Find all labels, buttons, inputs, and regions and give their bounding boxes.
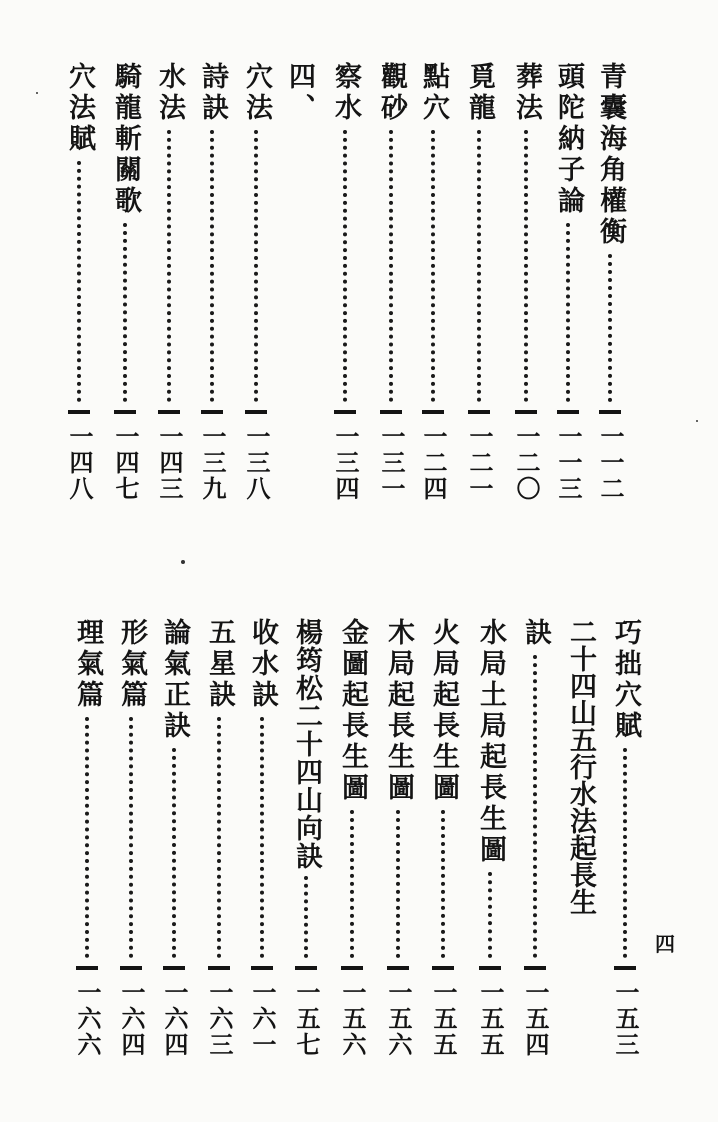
- leader-dash: [120, 966, 142, 970]
- entry-page: 一六四: [117, 980, 146, 1058]
- entry-title: 訣: [520, 618, 551, 649]
- leader-dash: [334, 410, 356, 414]
- leader-dots: [488, 872, 492, 958]
- leader-dash: [68, 410, 90, 414]
- entry-title: 巧拙穴賦: [610, 618, 641, 742]
- toc-entry: [416, 62, 450, 502]
- entry-title: 水局土局起長生圖: [475, 618, 506, 866]
- entry-page: 一六四: [160, 980, 189, 1058]
- scan-speck: [696, 420, 698, 422]
- leader-dash: [251, 966, 273, 970]
- leader-dash: [422, 410, 444, 414]
- entry-title: 火局起長生圖: [428, 618, 459, 804]
- leader-dots: [441, 810, 445, 958]
- leader-dash: [76, 966, 98, 970]
- entry-title: 青囊海角權衡: [595, 62, 626, 248]
- entry-title: 騎龍斬關歌: [110, 62, 141, 217]
- entry-page: 一六三: [205, 980, 234, 1058]
- toc-entry: [195, 62, 229, 502]
- entry-title: 論氣正訣: [159, 618, 190, 742]
- entry-title: 金圖起長生圖: [337, 618, 368, 804]
- entry-page: 一二四: [419, 424, 448, 502]
- entry-page: 一四七: [111, 424, 140, 502]
- leader-dash: [201, 410, 223, 414]
- entry-page: 一二〇: [512, 424, 541, 502]
- entry-page: 一五六: [384, 980, 413, 1058]
- leader-dots: [172, 748, 176, 958]
- toc-entry: [381, 618, 415, 1058]
- entry-title: 楊筠松二十四山向訣: [291, 618, 322, 870]
- leader-dots: [389, 130, 393, 402]
- leader-dash: [163, 966, 185, 970]
- entry-title: 觀砂: [376, 62, 407, 124]
- toc-entry: [608, 618, 642, 1058]
- entry-page: 一四三: [155, 424, 184, 502]
- entry-title: 頭陀納子論: [553, 62, 584, 217]
- entry-page: 一五三: [611, 980, 640, 1058]
- leader-dots: [608, 254, 612, 402]
- leader-dots: [343, 130, 347, 402]
- leader-dash: [468, 410, 490, 414]
- entry-title: 水法: [154, 62, 185, 124]
- leader-dash: [341, 966, 363, 970]
- leader-dash: [515, 410, 537, 414]
- toc-entry: [202, 618, 236, 1058]
- leader-dash: [380, 410, 402, 414]
- entry-page: 一三九: [198, 424, 227, 502]
- toc-entry: [335, 618, 369, 1058]
- entry-title: 點穴: [418, 62, 449, 124]
- entry-page: 一五七: [292, 980, 321, 1058]
- leader-dots: [260, 717, 264, 958]
- toc-entry: [374, 62, 408, 502]
- chapter-title: 四、: [284, 62, 315, 124]
- entry-title: 收水訣: [247, 618, 278, 711]
- scan-speck: [36, 92, 38, 94]
- leader-dots: [566, 223, 570, 402]
- entry-page: 一三四: [331, 424, 360, 502]
- leader-dots: [533, 655, 537, 958]
- toc-entry: [62, 62, 96, 502]
- leader-dash: [387, 966, 409, 970]
- toc-entry: [152, 62, 186, 502]
- toc-entry: [426, 618, 460, 1058]
- leader-dash: [614, 966, 636, 970]
- toc-entry: [245, 618, 279, 1058]
- toc-entry: [473, 618, 507, 1058]
- entry-title: 穴法賦: [64, 62, 95, 155]
- toc-entry-continued: [563, 618, 597, 1018]
- toc-entry: [551, 62, 585, 502]
- leader-dash: [114, 410, 136, 414]
- leader-dash: [245, 410, 267, 414]
- entry-title: 葬法: [511, 62, 542, 124]
- toc-entry: [157, 618, 191, 1058]
- leader-dots: [123, 223, 127, 402]
- entry-page: 一一二: [596, 424, 625, 502]
- entry-page: 一五五: [476, 980, 505, 1058]
- toc-entry: [108, 62, 142, 502]
- entry-page: 一六六: [73, 980, 102, 1058]
- entry-title: 穴法: [241, 62, 272, 124]
- leader-dash: [158, 410, 180, 414]
- leader-dots: [217, 717, 221, 958]
- chapter-heading: [282, 62, 316, 182]
- scan-speck: [181, 560, 185, 564]
- leader-dots: [304, 876, 308, 958]
- entry-page: 一六一: [248, 980, 277, 1058]
- leader-dots: [623, 748, 627, 958]
- entry-page: 一三一: [377, 424, 406, 502]
- leader-dash: [208, 966, 230, 970]
- entry-title: 覓龍: [464, 62, 495, 124]
- leader-dash: [599, 410, 621, 414]
- leader-dots: [524, 130, 528, 402]
- entry-page: 一五四: [521, 980, 550, 1058]
- leader-dots: [254, 130, 258, 402]
- toc-entry: [509, 62, 543, 502]
- leader-dash: [432, 966, 454, 970]
- leader-dash: [295, 966, 317, 970]
- toc-entry: [114, 618, 148, 1058]
- leader-dash: [524, 966, 546, 970]
- entry-title: 理氣篇: [72, 618, 103, 711]
- entry-title: 形氣篇: [116, 618, 147, 711]
- entry-title: 詩訣: [197, 62, 228, 124]
- entry-title: 二十四山五行水法起長生: [565, 618, 596, 915]
- entry-page: 一四八: [65, 424, 94, 502]
- leader-dash: [557, 410, 579, 414]
- leader-dots: [210, 130, 214, 402]
- leader-dots: [77, 161, 81, 402]
- entry-page: 一五五: [429, 980, 458, 1058]
- toc-entry: [239, 62, 273, 502]
- toc-entry: [289, 618, 323, 1058]
- entry-page: 一三八: [242, 424, 271, 502]
- leader-dots: [129, 717, 133, 958]
- leader-dots: [167, 130, 171, 402]
- leader-dash: [479, 966, 501, 970]
- leader-dots: [396, 810, 400, 958]
- toc-entry: [462, 62, 496, 502]
- entry-title: 察水: [330, 62, 361, 124]
- leader-dots: [350, 810, 354, 958]
- page-number: 四: [655, 932, 675, 956]
- toc-entry: [593, 62, 627, 502]
- leader-dots: [431, 130, 435, 402]
- entry-title: 五星訣: [204, 618, 235, 711]
- entry-page: 一一三: [554, 424, 583, 502]
- toc-entry: [328, 62, 362, 502]
- entry-page: 一二一: [465, 424, 494, 502]
- toc-entry: [518, 618, 552, 1058]
- entry-title: 木局起長生圖: [383, 618, 414, 804]
- toc-entry: [70, 618, 104, 1058]
- leader-dots: [477, 130, 481, 402]
- leader-dots: [85, 717, 89, 958]
- entry-page: 一五六: [338, 980, 367, 1058]
